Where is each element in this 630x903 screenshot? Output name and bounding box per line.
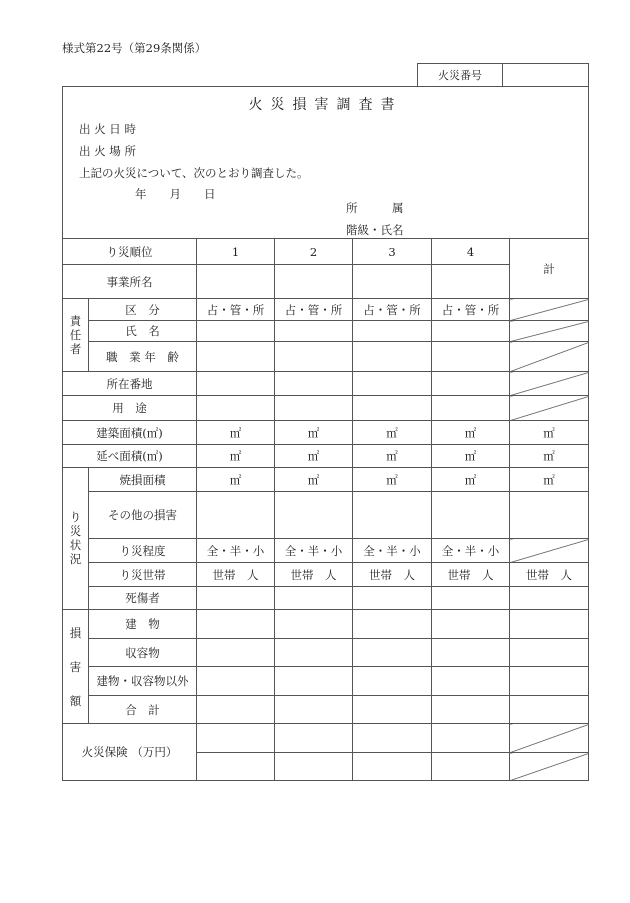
- column-header-2: 2: [275, 239, 353, 265]
- total-cell-struck: [510, 753, 589, 781]
- page-title: 火災損害調査書: [248, 97, 403, 113]
- data-cell[interactable]: [197, 265, 275, 299]
- data-cell[interactable]: [353, 724, 432, 753]
- table-row: [63, 724, 589, 753]
- data-cell[interactable]: [197, 639, 275, 667]
- data-cell[interactable]: [353, 639, 432, 667]
- total-cell[interactable]: [510, 610, 589, 639]
- table-row: [63, 610, 589, 639]
- data-cell[interactable]: [432, 265, 510, 299]
- data-cell[interactable]: 全・半・小: [197, 539, 275, 563]
- data-cell[interactable]: [275, 321, 353, 342]
- total-cell-struck: [510, 396, 589, 421]
- data-cell[interactable]: [353, 667, 432, 696]
- table-row: [63, 696, 589, 724]
- data-cell[interactable]: ㎡: [197, 468, 275, 492]
- data-cell[interactable]: ㎡: [353, 468, 432, 492]
- data-cell[interactable]: [432, 372, 510, 396]
- data-cell[interactable]: ㎡: [353, 421, 432, 445]
- table-row: [63, 421, 589, 445]
- data-cell[interactable]: [353, 753, 432, 781]
- column-header-3: 3: [353, 239, 432, 265]
- table-row: [63, 445, 589, 468]
- data-cell[interactable]: [353, 492, 432, 539]
- fire-location-label: 出 火 場 所: [79, 144, 136, 158]
- data-cell[interactable]: [432, 492, 510, 539]
- total-cell-struck: [510, 724, 589, 753]
- data-cell[interactable]: [197, 667, 275, 696]
- data-cell[interactable]: ㎡: [432, 445, 510, 468]
- total-cell-struck: [510, 299, 589, 321]
- table-row: [63, 667, 589, 696]
- data-cell[interactable]: [275, 667, 353, 696]
- data-cell[interactable]: 占・管・所: [353, 299, 432, 321]
- data-cell[interactable]: [197, 724, 275, 753]
- fire-number-field[interactable]: [503, 64, 589, 87]
- data-cell[interactable]: [353, 265, 432, 299]
- table-row: [63, 396, 589, 421]
- data-cell[interactable]: [275, 396, 353, 421]
- total-cell-struck: [510, 539, 589, 563]
- data-cell[interactable]: ㎡: [353, 445, 432, 468]
- data-cell[interactable]: [353, 342, 432, 372]
- data-cell[interactable]: 世帯 人: [353, 563, 432, 587]
- data-cell[interactable]: [432, 587, 510, 610]
- header-label: り災順位: [63, 239, 197, 265]
- data-cell[interactable]: ㎡: [275, 468, 353, 492]
- row-label: 焼損面積: [89, 468, 197, 492]
- data-cell[interactable]: [275, 342, 353, 372]
- form-header: [62, 86, 589, 239]
- group-label-text: り災状況: [69, 510, 82, 566]
- data-cell[interactable]: [197, 492, 275, 539]
- data-cell[interactable]: [353, 610, 432, 639]
- data-cell[interactable]: [197, 342, 275, 372]
- data-cell[interactable]: 世帯 人: [275, 563, 353, 587]
- group-label-text: 損害額: [69, 625, 82, 708]
- data-cell[interactable]: 占・管・所: [197, 299, 275, 321]
- group-label-status: [63, 468, 89, 610]
- data-cell[interactable]: [275, 265, 353, 299]
- data-cell[interactable]: [353, 372, 432, 396]
- data-cell[interactable]: [432, 321, 510, 342]
- total-cell[interactable]: [510, 667, 589, 696]
- data-cell[interactable]: ㎡: [432, 468, 510, 492]
- table-row: [63, 539, 589, 563]
- table-row: [63, 639, 589, 667]
- row-label: 建築面積(㎡): [63, 421, 197, 445]
- damage-survey-table: [62, 238, 589, 781]
- data-cell[interactable]: 占・管・所: [275, 299, 353, 321]
- total-cell[interactable]: [510, 587, 589, 610]
- table-row: [63, 492, 589, 539]
- data-cell[interactable]: 全・半・小: [432, 539, 510, 563]
- data-cell[interactable]: 世帯 人: [432, 563, 510, 587]
- total-cell[interactable]: ㎡: [510, 421, 589, 445]
- fire-number-label: 火災番号: [418, 64, 503, 87]
- data-cell[interactable]: [432, 639, 510, 667]
- table-header-row: [63, 239, 589, 265]
- table-row: [63, 587, 589, 610]
- row-label: 氏 名: [89, 321, 197, 342]
- data-cell[interactable]: [353, 696, 432, 724]
- total-cell-struck: [510, 321, 589, 342]
- row-label: 職 業 年 齢: [89, 342, 197, 372]
- table-row: [63, 321, 589, 342]
- data-cell[interactable]: [432, 696, 510, 724]
- total-cell[interactable]: ㎡: [510, 445, 589, 468]
- data-cell[interactable]: ㎡: [197, 421, 275, 445]
- affiliation-label: 所 属: [346, 201, 404, 215]
- data-cell[interactable]: [197, 696, 275, 724]
- survey-date: 年 月 日: [135, 187, 216, 201]
- row-label: 所在番地: [63, 372, 197, 396]
- table-row: [63, 299, 589, 321]
- data-cell[interactable]: ㎡: [197, 445, 275, 468]
- data-cell[interactable]: [353, 396, 432, 421]
- data-cell[interactable]: [432, 342, 510, 372]
- row-label: 区 分: [89, 299, 197, 321]
- column-header-1: 1: [197, 239, 275, 265]
- fire-number-box: [417, 63, 589, 87]
- data-cell[interactable]: [197, 372, 275, 396]
- data-cell[interactable]: [275, 753, 353, 781]
- data-cell[interactable]: ㎡: [275, 445, 353, 468]
- row-label: 合 計: [89, 696, 197, 724]
- data-cell[interactable]: [353, 321, 432, 342]
- data-cell[interactable]: [432, 667, 510, 696]
- total-cell[interactable]: ㎡: [510, 468, 589, 492]
- total-cell[interactable]: 世帯 人: [510, 563, 589, 587]
- data-cell[interactable]: [432, 753, 510, 781]
- data-cell[interactable]: [275, 372, 353, 396]
- fire-datetime-label: 出 火 日 時: [79, 122, 136, 136]
- data-cell[interactable]: 占・管・所: [432, 299, 510, 321]
- row-label: 火災保険 （万円）: [63, 724, 197, 781]
- row-label: 建物・収容物以外: [89, 667, 197, 696]
- total-cell-struck: [510, 342, 589, 372]
- row-label: 延べ面積(㎡): [63, 445, 197, 468]
- data-cell[interactable]: [432, 610, 510, 639]
- row-label: 死傷者: [89, 587, 197, 610]
- data-cell[interactable]: [432, 724, 510, 753]
- row-label: その他の損害: [89, 492, 197, 539]
- data-cell[interactable]: [275, 696, 353, 724]
- row-label: 用 途: [63, 396, 197, 421]
- row-label: り災程度: [89, 539, 197, 563]
- data-cell[interactable]: [197, 321, 275, 342]
- data-cell[interactable]: 全・半・小: [275, 539, 353, 563]
- data-cell[interactable]: [353, 587, 432, 610]
- data-cell[interactable]: [275, 639, 353, 667]
- data-cell[interactable]: [197, 396, 275, 421]
- total-cell[interactable]: [510, 696, 589, 724]
- row-label: り災世帯: [89, 563, 197, 587]
- statement-text: 上記の火災について、次のとおり調査した。: [79, 166, 309, 180]
- total-header: 計: [510, 239, 589, 299]
- data-cell[interactable]: [197, 587, 275, 610]
- column-header-4: 4: [432, 239, 510, 265]
- data-cell[interactable]: 全・半・小: [353, 539, 432, 563]
- total-cell[interactable]: [510, 492, 589, 539]
- total-cell[interactable]: [510, 639, 589, 667]
- table-row: [63, 468, 589, 492]
- row-label: 事業所名: [63, 265, 197, 299]
- data-cell[interactable]: [275, 610, 353, 639]
- table-row: [63, 563, 589, 587]
- group-label-responsible: [63, 299, 89, 372]
- table-row: [63, 372, 589, 396]
- data-cell[interactable]: [432, 396, 510, 421]
- group-label-damage: [63, 610, 89, 724]
- data-cell[interactable]: [197, 753, 275, 781]
- data-cell[interactable]: ㎡: [275, 421, 353, 445]
- data-cell[interactable]: [275, 587, 353, 610]
- total-cell-struck: [510, 372, 589, 396]
- group-label-text: 責任者: [69, 313, 82, 356]
- data-cell[interactable]: 世帯 人: [197, 563, 275, 587]
- data-cell[interactable]: [197, 610, 275, 639]
- data-cell[interactable]: [275, 724, 353, 753]
- row-label: 収容物: [89, 639, 197, 667]
- data-cell[interactable]: ㎡: [432, 421, 510, 445]
- row-label: 建 物: [89, 610, 197, 639]
- rank-name-label: 階級・氏名: [346, 223, 404, 237]
- form-number: 様式第22号（第29条関係）: [62, 41, 207, 55]
- table-row: [63, 342, 589, 372]
- data-cell[interactable]: [275, 492, 353, 539]
